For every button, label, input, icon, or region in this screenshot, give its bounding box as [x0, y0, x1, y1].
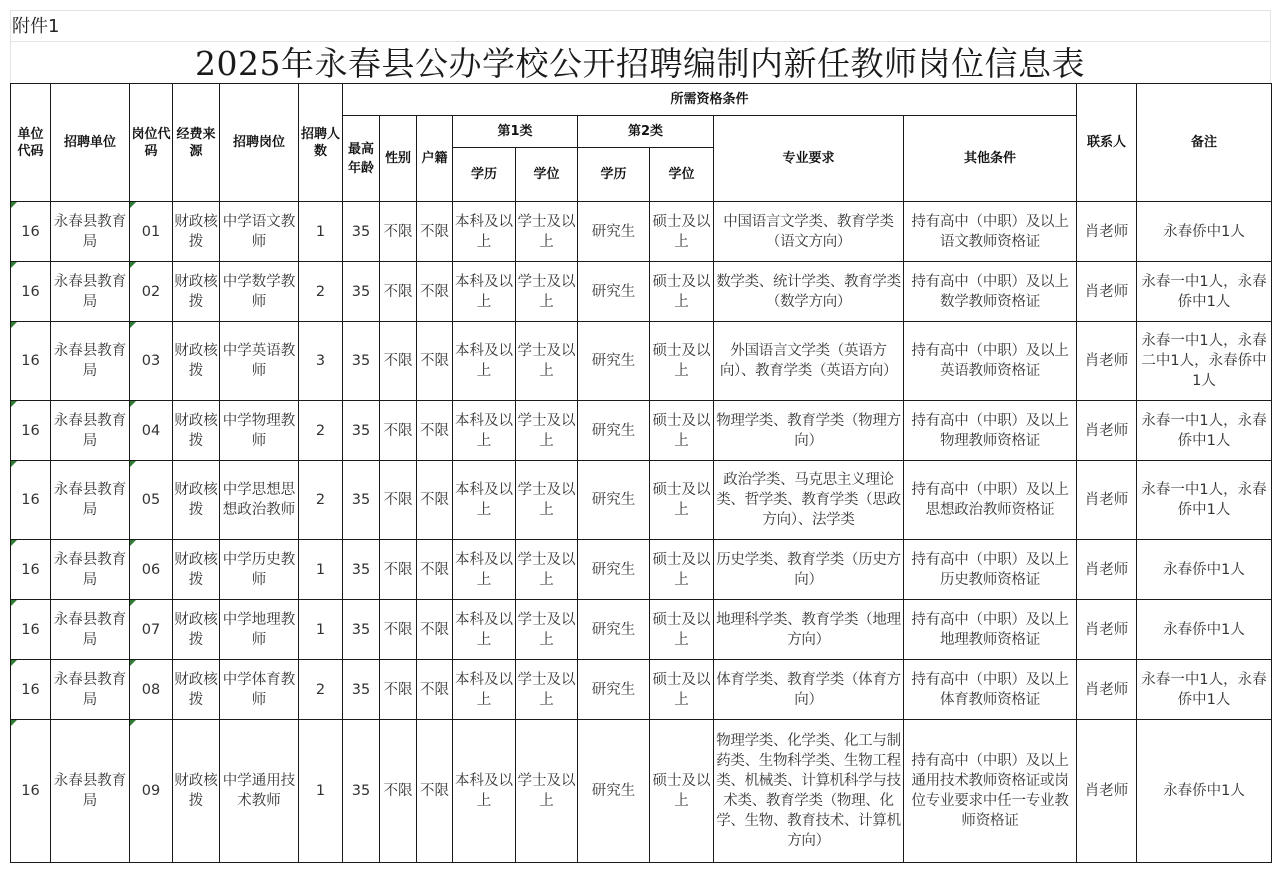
header-hukou: 户籍	[417, 116, 453, 202]
gender-cell: 不限	[380, 202, 417, 262]
remark-cell: 永春侨中1人	[1137, 600, 1272, 660]
fund-source-cell: 财政核拨	[173, 660, 220, 720]
gender-cell: 不限	[380, 401, 417, 461]
count-cell: 2	[299, 401, 343, 461]
class1-edu-cell: 本科及以上	[453, 540, 516, 600]
class2-edu-cell: 研究生	[578, 461, 650, 540]
header-unit-code: 单位代码	[11, 84, 51, 202]
class1-degree-cell: 学士及以上	[516, 262, 578, 322]
header-class1: 第1类	[453, 116, 578, 148]
other-cell: 持有高中（中职）及以上地理教师资格证	[904, 600, 1077, 660]
table-row	[11, 202, 1272, 262]
count-cell: 2	[299, 660, 343, 720]
major-cell: 物理学类、教育学类（物理方向）	[714, 401, 904, 461]
recruit-unit-cell: 永春县教育局	[51, 202, 130, 262]
other-cell: 持有高中（中职）及以上语文教师资格证	[904, 202, 1077, 262]
major-cell: 体育学类、教育学类（体育方向）	[714, 660, 904, 720]
post-code-cell: 06	[130, 540, 173, 600]
unit-code-cell: 16	[11, 461, 51, 540]
other-cell: 持有高中（中职）及以上体育教师资格证	[904, 660, 1077, 720]
major-cell: 数学类、统计学类、教育学类（数学方向）	[714, 262, 904, 322]
class1-degree-cell: 学士及以上	[516, 401, 578, 461]
recruit-unit-cell: 永春县教育局	[51, 540, 130, 600]
gender-cell: 不限	[380, 660, 417, 720]
hukou-cell: 不限	[417, 660, 453, 720]
hukou-cell: 不限	[417, 322, 453, 401]
major-cell: 地理科学类、教育学类（地理方向）	[714, 600, 904, 660]
post-name-cell: 中学物理教师	[220, 401, 299, 461]
major-cell: 历史学类、教育学类（历史方向）	[714, 540, 904, 600]
sheet-gridline	[10, 10, 1271, 11]
class1-degree-cell: 学士及以上	[516, 720, 578, 863]
class1-degree-cell: 学士及以上	[516, 600, 578, 660]
class1-degree-cell: 学士及以上	[516, 202, 578, 262]
hukou-cell: 不限	[417, 461, 453, 540]
table-row	[11, 600, 1272, 660]
class1-edu-cell: 本科及以上	[453, 401, 516, 461]
post-name-cell: 中学体育教师	[220, 660, 299, 720]
class2-degree-cell: 硕士及以上	[650, 600, 714, 660]
post-name-cell: 中学语文教师	[220, 202, 299, 262]
class2-edu-cell: 研究生	[578, 660, 650, 720]
fund-source-cell: 财政核拨	[173, 202, 220, 262]
hukou-cell: 不限	[417, 401, 453, 461]
post-code-cell: 07	[130, 600, 173, 660]
contact-cell: 肖老师	[1077, 461, 1137, 540]
post-code-cell: 05	[130, 461, 173, 540]
class2-degree-cell: 硕士及以上	[650, 322, 714, 401]
gender-cell: 不限	[380, 600, 417, 660]
post-code-cell: 08	[130, 660, 173, 720]
remark-cell: 永春一中1人，永春侨中1人	[1137, 660, 1272, 720]
major-cell: 外国语言文学类（英语方向）、教育学类（英语方向）	[714, 322, 904, 401]
gender-cell: 不限	[380, 322, 417, 401]
recruit-unit-cell: 永春县教育局	[51, 322, 130, 401]
page-title: 2025年永春县公办学校公开招聘编制内新任教师岗位信息表	[195, 44, 1085, 83]
class1-edu-cell: 本科及以上	[453, 600, 516, 660]
count-cell: 1	[299, 720, 343, 863]
count-cell: 1	[299, 600, 343, 660]
major-cell: 物理学类、化学类、化工与制药类、生物科学类、生物工程类、机械类、计算机科学与技术类、教育学类（物理、化学、生物、教育技术、计算机方向）	[714, 720, 904, 863]
class1-degree-cell: 学士及以上	[516, 322, 578, 401]
recruit-unit-cell: 永春县教育局	[51, 401, 130, 461]
major-cell: 政治学类、马克思主义理论类、哲学类、教育学类（思政方向）、法学类	[714, 461, 904, 540]
header-class2: 第2类	[578, 116, 714, 148]
annex-label: 附件1	[12, 16, 60, 37]
table-row	[11, 660, 1272, 720]
post-code-cell: 09	[130, 720, 173, 863]
class2-degree-cell: 硕士及以上	[650, 401, 714, 461]
remark-cell: 永春一中1人，永春侨中1人	[1137, 461, 1272, 540]
header-post-name: 招聘岗位	[220, 84, 299, 202]
hukou-cell: 不限	[417, 262, 453, 322]
header-contact: 联系人	[1077, 84, 1137, 202]
post-name-cell: 中学通用技术教师	[220, 720, 299, 863]
max-age-cell: 35	[343, 461, 380, 540]
recruit-unit-cell: 永春县教育局	[51, 660, 130, 720]
other-cell: 持有高中（中职）及以上英语教师资格证	[904, 322, 1077, 401]
class1-edu-cell: 本科及以上	[453, 660, 516, 720]
class2-degree-cell: 硕士及以上	[650, 660, 714, 720]
fund-source-cell: 财政核拨	[173, 600, 220, 660]
hukou-cell: 不限	[417, 540, 453, 600]
table-row	[11, 322, 1272, 401]
remark-cell: 永春侨中1人	[1137, 202, 1272, 262]
unit-code-cell: 16	[11, 540, 51, 600]
gender-cell: 不限	[380, 720, 417, 863]
class2-edu-cell: 研究生	[578, 720, 650, 863]
other-cell: 持有高中（中职）及以上通用技术教师资格证或岗位专业要求中任一专业教师资格证	[904, 720, 1077, 863]
header-recruit-unit: 招聘单位	[51, 84, 130, 202]
count-cell: 1	[299, 202, 343, 262]
header-other: 其他条件	[904, 116, 1077, 202]
max-age-cell: 35	[343, 660, 380, 720]
class2-degree-cell: 硕士及以上	[650, 202, 714, 262]
class1-edu-cell: 本科及以上	[453, 720, 516, 863]
recruit-unit-cell: 永春县教育局	[51, 720, 130, 863]
hukou-cell: 不限	[417, 720, 453, 863]
count-cell: 3	[299, 322, 343, 401]
unit-code-cell: 16	[11, 600, 51, 660]
class1-degree-cell: 学士及以上	[516, 461, 578, 540]
fund-source-cell: 财政核拨	[173, 262, 220, 322]
fund-source-cell: 财政核拨	[173, 540, 220, 600]
count-cell: 2	[299, 262, 343, 322]
table-row	[11, 262, 1272, 322]
contact-cell: 肖老师	[1077, 720, 1137, 863]
recruit-unit-cell: 永春县教育局	[51, 461, 130, 540]
remark-cell: 永春侨中1人	[1137, 540, 1272, 600]
max-age-cell: 35	[343, 540, 380, 600]
contact-cell: 肖老师	[1077, 202, 1137, 262]
contact-cell: 肖老师	[1077, 262, 1137, 322]
class2-edu-cell: 研究生	[578, 540, 650, 600]
post-code-cell: 03	[130, 322, 173, 401]
hukou-cell: 不限	[417, 600, 453, 660]
class2-degree-cell: 硕士及以上	[650, 540, 714, 600]
table-row	[11, 401, 1272, 461]
header-post-code: 岗位代码	[130, 84, 173, 202]
other-cell: 持有高中（中职）及以上思想政治教师资格证	[904, 461, 1077, 540]
hukou-cell: 不限	[417, 202, 453, 262]
max-age-cell: 35	[343, 401, 380, 461]
table-row	[11, 540, 1272, 600]
max-age-cell: 35	[343, 322, 380, 401]
gender-cell: 不限	[380, 540, 417, 600]
contact-cell: 肖老师	[1077, 322, 1137, 401]
class2-degree-cell: 硕士及以上	[650, 720, 714, 863]
other-cell: 持有高中（中职）及以上物理教师资格证	[904, 401, 1077, 461]
remark-cell: 永春侨中1人	[1137, 720, 1272, 863]
contact-cell: 肖老师	[1077, 660, 1137, 720]
class2-edu-cell: 研究生	[578, 202, 650, 262]
table-row	[11, 461, 1272, 540]
recruit-unit-cell: 永春县教育局	[51, 600, 130, 660]
contact-cell: 肖老师	[1077, 540, 1137, 600]
header-edu-1: 学历	[453, 148, 516, 202]
header-max-age: 最高年龄	[343, 116, 380, 202]
post-code-cell: 01	[130, 202, 173, 262]
class1-degree-cell: 学士及以上	[516, 540, 578, 600]
class2-edu-cell: 研究生	[578, 600, 650, 660]
unit-code-cell: 16	[11, 401, 51, 461]
fund-source-cell: 财政核拨	[173, 322, 220, 401]
remark-cell: 永春一中1人，永春侨中1人	[1137, 262, 1272, 322]
gender-cell: 不限	[380, 262, 417, 322]
max-age-cell: 35	[343, 720, 380, 863]
recruit-unit-cell: 永春县教育局	[51, 262, 130, 322]
class1-edu-cell: 本科及以上	[453, 202, 516, 262]
post-name-cell: 中学思想思想政治教师	[220, 461, 299, 540]
fund-source-cell: 财政核拨	[173, 401, 220, 461]
class1-degree-cell: 学士及以上	[516, 660, 578, 720]
unit-code-cell: 16	[11, 262, 51, 322]
count-cell: 1	[299, 540, 343, 600]
class1-edu-cell: 本科及以上	[453, 461, 516, 540]
gender-cell: 不限	[380, 461, 417, 540]
class1-edu-cell: 本科及以上	[453, 322, 516, 401]
post-name-cell: 中学数学教师	[220, 262, 299, 322]
contact-cell: 肖老师	[1077, 600, 1137, 660]
header-gender: 性别	[380, 116, 417, 202]
job-info-table	[10, 83, 1272, 863]
unit-code-cell: 16	[11, 660, 51, 720]
header-edu-2: 学历	[578, 148, 650, 202]
fund-source-cell: 财政核拨	[173, 720, 220, 863]
unit-code-cell: 16	[11, 720, 51, 863]
table-row	[11, 720, 1272, 863]
header-fund-source: 经费来源	[173, 84, 220, 202]
contact-cell: 肖老师	[1077, 401, 1137, 461]
unit-code-cell: 16	[11, 202, 51, 262]
class1-edu-cell: 本科及以上	[453, 262, 516, 322]
post-name-cell: 中学英语教师	[220, 322, 299, 401]
header-remark: 备注	[1137, 84, 1272, 202]
post-name-cell: 中学地理教师	[220, 600, 299, 660]
remark-cell: 永春一中1人，永春侨中1人	[1137, 401, 1272, 461]
post-code-cell: 04	[130, 401, 173, 461]
header-degree-1: 学位	[516, 148, 578, 202]
header-qualifications: 所需资格条件	[343, 84, 1077, 116]
header-count: 招聘人数	[299, 84, 343, 202]
class2-degree-cell: 硕士及以上	[650, 262, 714, 322]
header-degree-2: 学位	[650, 148, 714, 202]
max-age-cell: 35	[343, 202, 380, 262]
class2-degree-cell: 硕士及以上	[650, 461, 714, 540]
count-cell: 2	[299, 461, 343, 540]
header-major: 专业要求	[714, 116, 904, 202]
class2-edu-cell: 研究生	[578, 322, 650, 401]
class2-edu-cell: 研究生	[578, 401, 650, 461]
unit-code-cell: 16	[11, 322, 51, 401]
max-age-cell: 35	[343, 600, 380, 660]
other-cell: 持有高中（中职）及以上历史教师资格证	[904, 540, 1077, 600]
post-code-cell: 02	[130, 262, 173, 322]
post-name-cell: 中学历史教师	[220, 540, 299, 600]
class2-edu-cell: 研究生	[578, 262, 650, 322]
fund-source-cell: 财政核拨	[173, 461, 220, 540]
remark-cell: 永春一中1人，永春二中1人，永春侨中1人	[1137, 322, 1272, 401]
max-age-cell: 35	[343, 262, 380, 322]
major-cell: 中国语言文学类、教育学类（语文方向）	[714, 202, 904, 262]
other-cell: 持有高中（中职）及以上数学教师资格证	[904, 262, 1077, 322]
